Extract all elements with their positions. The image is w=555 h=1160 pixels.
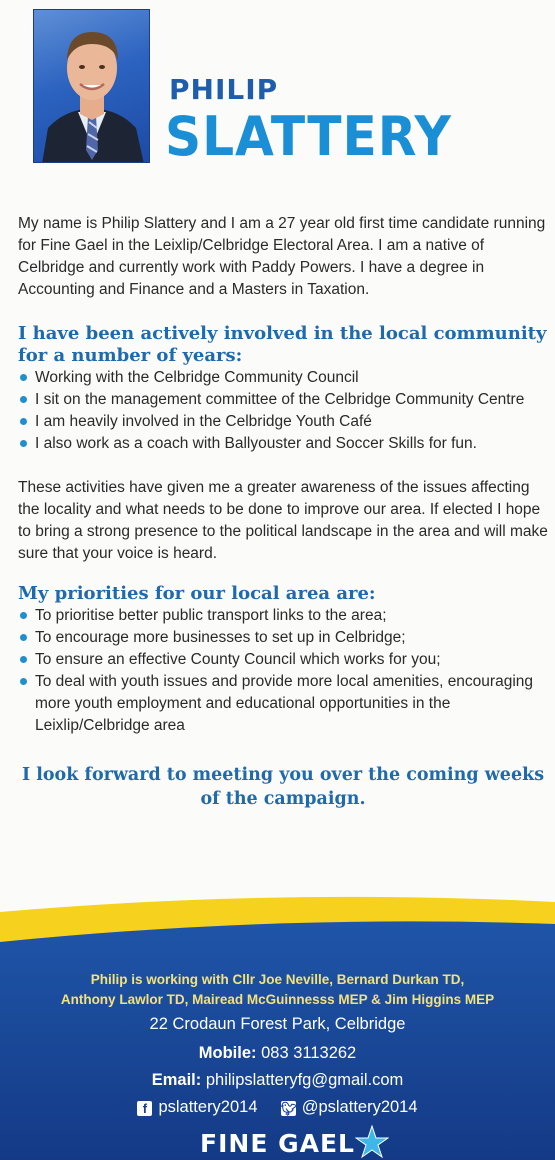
email-address[interactable]: philipslatteryfg@gmail.com xyxy=(205,1071,404,1089)
candidate-photo xyxy=(33,9,150,163)
bullet-dot-icon xyxy=(20,440,27,447)
leaflet-body xyxy=(18,213,548,811)
bullet-dot-icon xyxy=(20,612,27,619)
bullet-dot-icon xyxy=(20,418,27,425)
address-text: 22 Crodaun Forest Park, Celbridge xyxy=(149,1015,406,1033)
list-item: To encourage more businesses to set up in Celbridge; xyxy=(18,627,548,649)
bullet-dot-icon xyxy=(20,678,27,685)
priorities-list xyxy=(18,605,548,737)
social-line xyxy=(0,1096,555,1118)
star-icon xyxy=(355,1125,389,1159)
list-item: I sit on the management committee of the Celbridge Community Centre xyxy=(18,389,548,411)
priorities-heading: My priorities for our local area are: xyxy=(18,583,376,604)
list-item: To deal with youth issues and provide more local amenities, encouraging more youth employment and educational opportunities in the Leixlip/Celbridge area xyxy=(18,671,548,737)
candidate-first-name: PHILIP xyxy=(169,73,279,106)
bullet-dot-icon xyxy=(20,634,27,641)
facebook-handle[interactable]: pslattery2014 xyxy=(158,1098,258,1116)
candidate-last-name: SLATTERY xyxy=(165,105,452,168)
intro-paragraph: My name is Philip Slattery and I am a 27 year old first time candidate running for Fine Gael in the Leixlip/Celbridge Electoral Area. I am a native of Celbridge and currently work with Paddy Powers. I have a degree in Accounting and Finance and a Masters in Taxation. xyxy=(18,215,546,298)
twitter-bird-icon: 🐦︎ xyxy=(280,1101,298,1116)
email-line xyxy=(0,1069,555,1091)
mobile-label: Mobile: xyxy=(198,1044,257,1062)
email-label: Email: xyxy=(151,1071,202,1089)
list-item: I am heavily involved in the Celbridge Youth Café xyxy=(18,411,548,433)
involvement-heading: I have been actively involved in the local community for a number of years: xyxy=(18,323,547,366)
facebook-icon: f xyxy=(137,1101,152,1116)
bullet-dot-icon xyxy=(20,396,27,403)
mobile-line xyxy=(0,1042,555,1064)
list-item: Working with the Celbridge Community Council xyxy=(18,367,548,389)
list-item: To ensure an effective County Council which works for you; xyxy=(18,649,548,671)
contact-footer xyxy=(0,880,555,1160)
fine-gael-logo-text: FINE GAEL xyxy=(200,1129,355,1158)
working-with-text: Philip is working with Cllr Joe Neville, Bernard Durkan TD, Anthony Lawlor TD, Mairead McGuinnesss MEP & Jim Higgins MEP xyxy=(60,972,495,1007)
closing-statement: I look forward to meeting you over the coming weeks of the campaign. xyxy=(21,765,545,809)
list-item: To prioritise better public transport links to the area; xyxy=(18,605,548,627)
mobile-number[interactable]: 083 3113262 xyxy=(261,1044,357,1062)
involvement-list xyxy=(18,367,548,455)
bullet-dot-icon xyxy=(20,656,27,663)
activities-paragraph: These activities have given me a greater awareness of the issues affecting the locality and what needs to be done to improve our area. If elected I hope to bring a strong presence to the political landscape in the area and will make sure that your voice is heard. xyxy=(18,479,548,562)
list-item: I also work as a coach with Ballyouster and Soccer Skills for fun. xyxy=(18,433,548,455)
bullet-dot-icon xyxy=(20,374,27,381)
twitter-handle[interactable]: @pslattery2014 xyxy=(301,1098,418,1116)
